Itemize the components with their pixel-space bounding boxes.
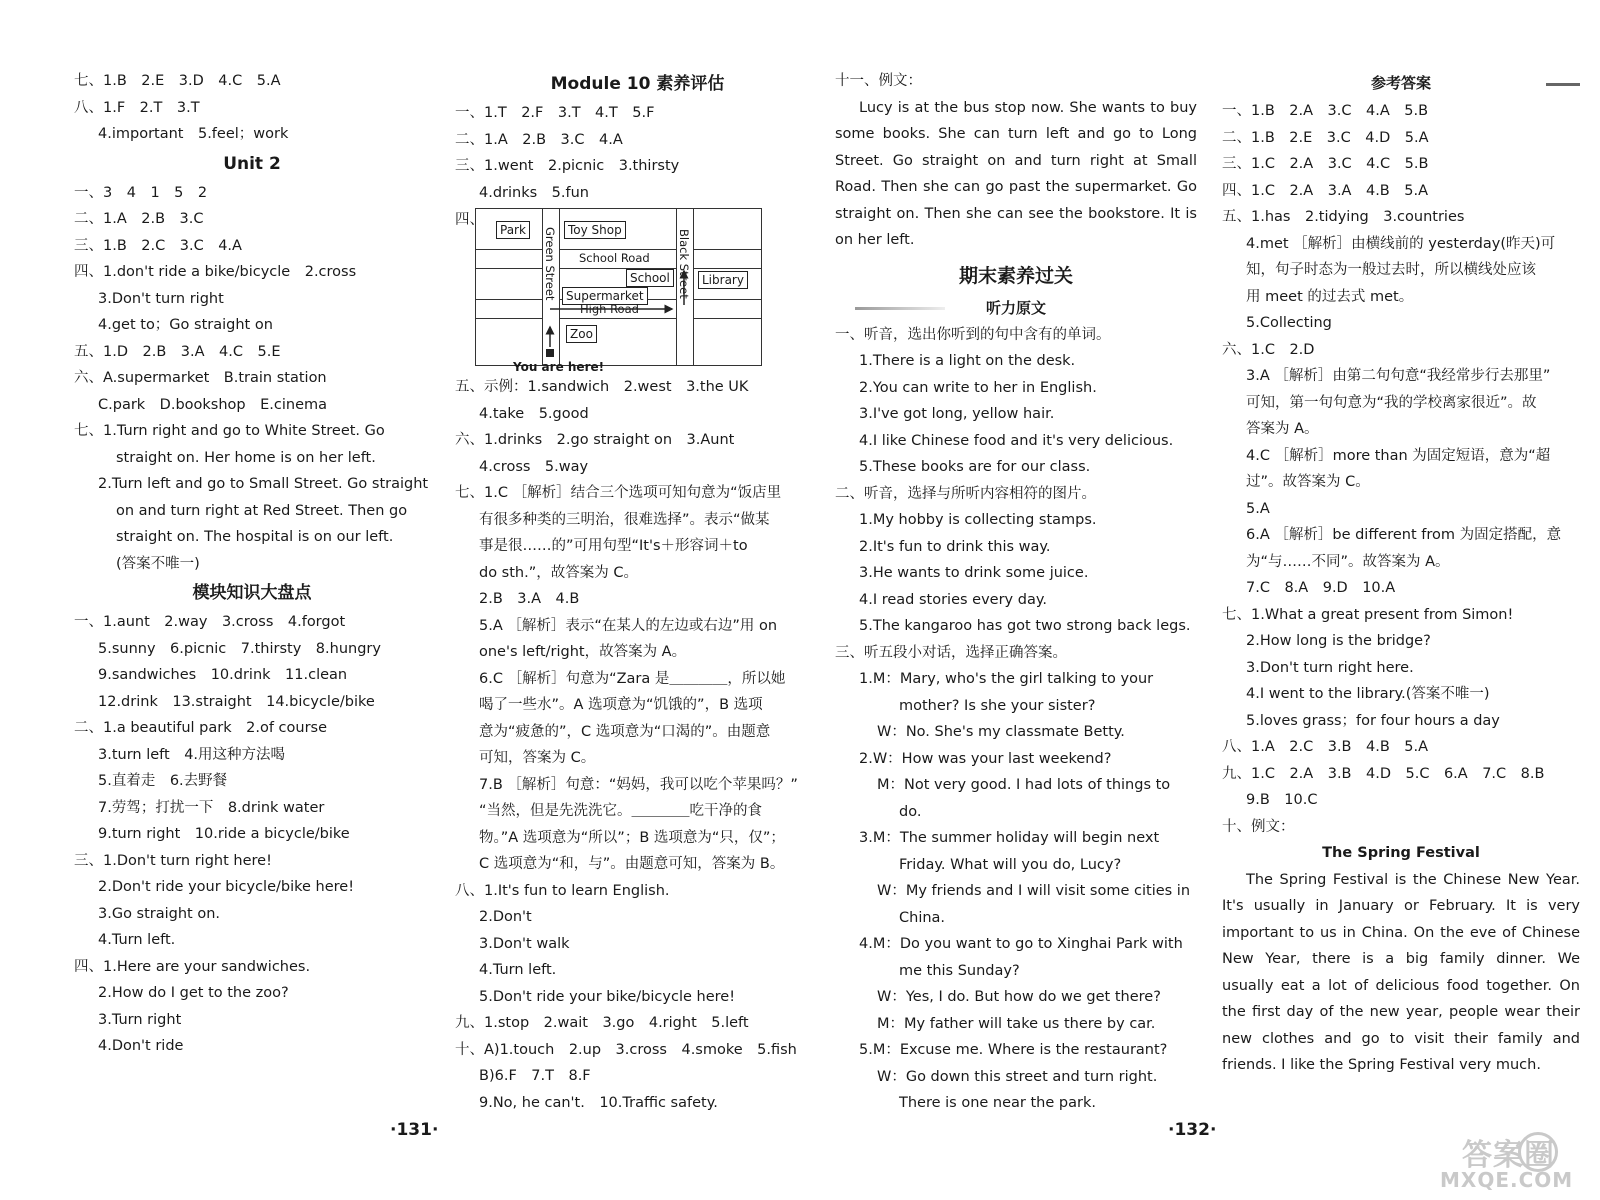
text-line: 9.sandwiches 10.drink 11.clean (98, 667, 348, 683)
text-line: 五、1.has 2.tidying 3.countries (1222, 209, 1465, 225)
header-title: 参考答案 (1370, 74, 1431, 92)
street-map (475, 208, 762, 366)
text-line: “当然，但是先洗洗它。＿＿＿＿吃干净的食 (479, 803, 763, 819)
text-line: M：Not very good. I had lots of things to (877, 777, 1171, 793)
text-line: 四、1.C 2.A 3.A 4.B 5.A (1222, 182, 1429, 199)
text-line: 一、1.B 2.A 3.C 4.A 5.B (1222, 103, 1429, 119)
text-line: W：My friends and I will visit some cities in (877, 883, 1191, 899)
text-line: 过”。故答案为 C。 (1246, 474, 1370, 490)
text-line: 二、听音，选择与所听内容相符的图片。 (835, 485, 1096, 502)
text-line: 3.M：The summer holiday will begin next (859, 830, 1160, 846)
text-line: 5.The kangaroo has got two strong back legs. (859, 618, 1191, 634)
decorative-bar (1546, 83, 1580, 86)
text-line: 2.W：How was your last weekend? (859, 750, 1112, 767)
text-line: C.park D.bookshop E.cinema (98, 396, 328, 413)
text-line: 2.It's fun to drink this way. (859, 538, 1051, 555)
library-label: Library (698, 271, 748, 289)
text-line: 1.My hobby is collecting stamps. (859, 512, 1097, 528)
text-line: 5.sunny 6.picnic 7.thirsty 8.hungry (98, 640, 381, 657)
text-line: 1.There is a light on the desk. (859, 353, 1076, 369)
text-line: 4.Turn left. (479, 962, 557, 978)
text-line: 二、1.A 2.B 3.C 4.A (455, 131, 623, 148)
section-title: Module 10 素养评估 (550, 74, 725, 94)
text-line: 物。”A 选项意为“所以”；B 选项意为“只，仅”； (479, 829, 785, 846)
text-line: W：Yes, I do. But how do we get there? (877, 989, 1161, 1005)
text-line: 3.He wants to drink some juice. (859, 565, 1089, 581)
question-number: 四、 (455, 212, 484, 228)
text-line: 可知，第一句句意为“我的学校离家很近”。故 (1246, 394, 1537, 411)
text-line: 意为“疲惫的”，C 选项意为“口渴的”。由题意 (479, 723, 771, 740)
text-line: 一、1.T 2.F 3.T 4.T 5.F (455, 105, 655, 121)
text-line: 用 meet 的过去式 met。 (1246, 288, 1414, 305)
text-line: 7.劳驾；打扰一下 8.drink water (98, 799, 325, 816)
text-line: 7.C 8.A 9.D 10.A (1246, 580, 1396, 596)
text-line: 5.直着走 6.去野餐 (98, 773, 228, 789)
text-line: mother? Is she your sister? (899, 697, 1096, 714)
you-are-here-label: You are here! (513, 360, 605, 374)
text-line: 五、1.D 2.B 3.A 4.C 5.E (74, 343, 281, 360)
text-line: 5.loves grass；for four hours a day (1246, 712, 1500, 729)
text-line: 6.C ［解析］句意为“Zara 是＿＿＿＿，所以她 (479, 670, 786, 687)
text-line: 二、1.B 2.E 3.C 4.D 5.A (1222, 129, 1429, 146)
green-street-label: Green Street (543, 227, 557, 301)
text-line: 七、1.Turn right and go to White Street. Go (74, 423, 385, 439)
text-line: 一、听音，选出你听到的句中含有的单词。 (835, 326, 1111, 343)
text-line: 八、1.It's fun to learn English. (455, 882, 670, 899)
text-line: 12.drink 13.straight 14.bicycle/bike (98, 693, 375, 710)
text-line: 4.C ［解析］more than 为固定短语，意为“超 (1246, 447, 1551, 464)
text-line: 7.B ［解析］句意：“妈妈，我可以吃个苹果吗？” (479, 776, 798, 793)
text-line: 5.These books are for our class. (859, 459, 1091, 475)
text-line: 二、1.a beautiful park 2.of course (74, 720, 328, 736)
text-line: 3.Go straight on. (98, 905, 221, 922)
text-line: straight on. The hospital is on our left. (116, 529, 394, 545)
text-line: 2.Don't ride your bicycle/bike here! (98, 879, 355, 895)
text-line: 5.M：Excuse me. Where is the restaurant? (859, 1042, 1168, 1058)
text-line: 三、1.Don't turn right here! (74, 852, 272, 869)
text-line: 七、1.B 2.E 3.D 4.C 5.A (74, 73, 281, 89)
toy-shop-label: Toy Shop (564, 221, 626, 239)
example-essay: The Spring Festival is the Chinese New Year. It's usually in January or February. It is very important to us in China. On the eve of Chinese New Year, there is a big family dinner. We usually eat a lot of delicious food together. On the first day of the new year, people wear their new clothes and go to visit their family and friends. I like the Spring Festival very much. (1222, 871, 1580, 1073)
text-line: 喝了一些水”。A 选项意为“饥饿的”，B 选项 (479, 697, 763, 713)
text-line: 4.important 5.feel；work (98, 126, 289, 142)
text-line: China. (899, 909, 946, 926)
text-line: 三、1.went 2.picnic 3.thirsty (455, 158, 680, 174)
essay-label: 十一、例文： (835, 73, 922, 89)
text-line: 4.I went to the library.(答案不唯一) (1246, 686, 1490, 702)
text-line: 4.Turn left. (98, 932, 176, 948)
text-line: 三、听五段小对话，选择正确答案。 (835, 644, 1067, 661)
text-line: 3.I've got long, yellow hair. (859, 406, 1055, 422)
text-line: 4.I read stories every day. (859, 591, 1047, 608)
text-line: 3.turn left 4.用这种方法喝 (98, 746, 286, 763)
text-line: 十、A)1.touch 2.up 3.cross 4.smoke 5.fish (455, 1041, 797, 1058)
text-line: 七、1.C ［解析］结合三个选项可知句意为“饭店里 (455, 485, 782, 501)
text-line: 2.How long is the bridge? (1246, 633, 1431, 649)
text-line: one's left/right，故答案为 A。 (479, 644, 687, 660)
text-line: 九、1.stop 2.wait 3.go 4.right 5.left (455, 1015, 749, 1031)
school-road-label: School Road (579, 251, 650, 265)
text-line: 1.M：Mary, who's the girl talking to your (859, 671, 1154, 687)
text-line: 2.B 3.A 4.B (479, 591, 580, 607)
text-line: me this Sunday? (899, 962, 1020, 979)
listening-title-wrap (835, 294, 1197, 322)
text-line: 2.Don't (479, 909, 532, 925)
text-line: 9.turn right 10.ride a bicycle/bike (98, 826, 350, 842)
text-line: 四、1.Here are your sandwiches. (74, 958, 311, 975)
text-line: 知，句子时态为一般过去时，所以横线处应该 (1246, 262, 1536, 278)
page-number-right: ·132· (1168, 1120, 1217, 1140)
listening-title: 听力原文 (985, 298, 1046, 317)
text-line: 4.cross 5.way (479, 458, 589, 475)
text-line: 9.No, he can't. 10.Traffic safety. (479, 1094, 718, 1111)
text-line: 4.I like Chinese food and it's very delicious. (859, 432, 1174, 449)
text-line: 3.Don't turn right here. (1246, 659, 1414, 676)
text-line: 六、A.supermarket B.train station (74, 370, 327, 386)
watermark-text: 答案圈 (1462, 1138, 1555, 1173)
text-line: 一、1.aunt 2.way 3.cross 4.forgot (74, 614, 346, 630)
text-line: 九、1.C 2.A 3.B 4.D 5.C 6.A 7.C 8.B (1222, 765, 1545, 782)
text-line: 4.get to；Go straight on (98, 317, 273, 333)
text-line: C 选项意为“和，与”。由题意可知，答案为 B。 (479, 856, 785, 872)
example-essay: Lucy is at the bus stop now. She wants to buy some books. She can turn left and go to Long Street. Go straight on and turn right at Small Road. Then she can go past the supermarket. Go straight on. Then she can see the bookstore. It is on her left. (835, 99, 1197, 248)
text-line: 六、1.C 2.D (1222, 341, 1315, 358)
text-line: 5.Don't ride your bike/bicycle here! (479, 988, 736, 1005)
text-line: 2.You can write to her in English. (859, 379, 1097, 396)
page-header (1222, 68, 1580, 98)
text-line: 4.Don't ride (98, 1038, 184, 1054)
supermarket-label: Supermarket (562, 287, 648, 305)
text-line: 为“与……不同”。故答案为 A。 (1246, 553, 1450, 570)
text-line: 可知，答案为 C。 (479, 750, 596, 766)
text-line: 4.met ［解析］由横线前的 yesterday(昨天)可 (1246, 235, 1556, 252)
school-label: School (626, 269, 674, 287)
section-title: 期末素养过关 (958, 264, 1073, 287)
text-line: B)6.F 7.T 8.F (479, 1068, 591, 1084)
text-line: There is one near the park. (899, 1095, 1096, 1111)
black-street-label: Black Street (677, 229, 691, 299)
text-line: do sth.”，故答案为 C。 (479, 564, 638, 581)
watermark-logo (1400, 1130, 1585, 1190)
text-line: 六、1.drinks 2.go straight on 3.Aunt (455, 432, 735, 448)
page-number-left: ·131· (390, 1120, 439, 1140)
essay-title: The Spring Festival (1322, 845, 1480, 861)
text-line: 答案为 A。 (1246, 421, 1319, 437)
text-line: 八、1.F 2.T 3.T (74, 99, 200, 116)
text-line: 八、1.A 2.C 3.B 4.B 5.A (1222, 739, 1429, 755)
column-4 (1222, 68, 1580, 1079)
section-title: Unit 2 (223, 153, 281, 174)
text-line: 3.Don't walk (479, 935, 570, 952)
text-line: 二、1.A 2.B 3.C (74, 211, 204, 227)
text-line: W：No. She's my classmate Betty. (877, 724, 1125, 740)
text-line: M：My father will take us there by car. (877, 1015, 1156, 1032)
text-line: 四、1.don't ride a bike/bicycle 2.cross (74, 264, 357, 280)
section-title: 模块知识大盘点 (192, 583, 312, 603)
zoo-label: Zoo (566, 325, 597, 343)
text-line: 4.drinks 5.fun (479, 184, 589, 201)
route-arrows (476, 209, 761, 365)
text-line: 有很多种类的三明治，很难选择”。表示“做某 (479, 511, 770, 528)
text-line: 十、例文： (1222, 818, 1295, 835)
text-line: 6.A ［解析］be different from 为固定搭配，意 (1246, 527, 1562, 543)
column-2 (455, 68, 820, 1116)
text-line: on and turn right at Red Street. Then go (116, 502, 408, 519)
text-line: 2.Turn left and go to Small Street. Go straight (98, 476, 429, 492)
watermark-url: MXQE.COM (1440, 1168, 1574, 1192)
text-line: 3.Turn right (98, 1011, 182, 1028)
text-line: 五、示例：1.sandwich 2.west 3.the UK (455, 379, 749, 395)
text-line: do. (899, 803, 922, 820)
text-line: 5.A (1246, 500, 1270, 517)
text-line: 5.Collecting (1246, 315, 1332, 331)
park-label: Park (496, 221, 530, 239)
column-1 (74, 68, 430, 1060)
text-line: W：Go down this street and turn right. (877, 1068, 1158, 1085)
text-line: straight on. Her home is on her left. (116, 449, 376, 466)
map-question (455, 208, 820, 374)
column-3 (835, 68, 1197, 1117)
text-line: 七、1.What a great present from Simon! (1222, 606, 1514, 623)
text-line: 9.B 10.C (1246, 792, 1318, 808)
text-line: Friday. What will you do, Lucy? (899, 856, 1122, 873)
high-road-label: High Road (580, 302, 639, 316)
text-line: 三、1.B 2.C 3.C 4.A (74, 237, 242, 254)
text-line: 2.How do I get to the zoo? (98, 985, 289, 1001)
text-line: 4.take 5.good (479, 405, 589, 422)
text-line: 事是很……的”可用句型“It's＋形容词＋to (479, 538, 748, 554)
text-line: 4.M：Do you want to go to Xinghai Park with (859, 936, 1183, 952)
text-line: 三、1.C 2.A 3.C 4.C 5.B (1222, 156, 1429, 172)
text-line: 5.A ［解析］表示“在某人的左边或右边”用 on (479, 617, 778, 634)
text-line: 3.A ［解析］由第二句句意“我经常步行去那里” (1246, 368, 1551, 384)
text-line: (答案不唯一) (116, 555, 200, 572)
decorative-bar (855, 307, 945, 310)
text-line: 3.Don't turn right (98, 290, 224, 307)
text-line: 一、3 4 1 5 2 (74, 184, 208, 201)
